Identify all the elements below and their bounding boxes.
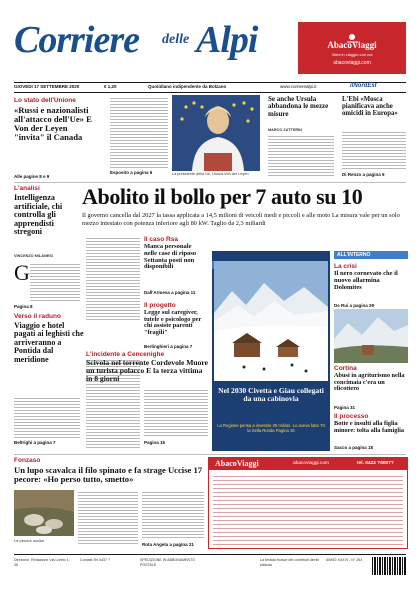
centre-feature-box[interactable] bbox=[212, 251, 330, 451]
bottom-headline[interactable]: Un lupo scavalca il filo spinato e fa strage Uccise 17 pecore: «Ho perso tutto, smetto» bbox=[14, 465, 203, 485]
col-mid-top-text bbox=[268, 134, 334, 176]
interno-item3-kicker: Il processo bbox=[334, 413, 369, 420]
interno-photo bbox=[334, 309, 408, 363]
footer-rule bbox=[14, 554, 406, 555]
interno-item2-page: Pagina 31 bbox=[334, 405, 356, 410]
left-top-kicker: Lo stato dell'Unione bbox=[14, 97, 76, 104]
caso-rsa-page: Dall'Armesa a pagina 11 bbox=[144, 290, 196, 295]
ad-brand: AbacoViaggi bbox=[327, 40, 377, 50]
masthead-rule-bottom bbox=[14, 92, 406, 93]
main-text-col-1 bbox=[86, 236, 140, 322]
bottom-ad-url: abacoviaggi.com bbox=[293, 461, 329, 466]
caso-rsa-kicker: Il caso Rsa bbox=[144, 236, 178, 243]
incidente-text bbox=[144, 388, 208, 438]
incidente-kicker: L'incidente a Cencenighe bbox=[86, 351, 165, 358]
interno-label: ALL'INTERNO bbox=[334, 251, 408, 259]
col-right-top-page: Di Renzo a pagina 9 bbox=[342, 172, 385, 177]
left-mid-kicker: L'analisi bbox=[14, 185, 40, 192]
footer-col-3: SPEDIZIONE IN ABBONAMENTO POSTALE bbox=[140, 558, 196, 567]
bottom-text-col-2 bbox=[142, 490, 204, 540]
footer-col-2: Contatti Tel 0437 ? bbox=[80, 558, 110, 562]
centre-box-subhead: La Regione pensa a investire 25 milioni. Lo aveva fatto 70 la Sella Ronda Pagina 18 bbox=[217, 423, 325, 434]
interno-item3-page: Sacco a pagina 18 bbox=[334, 445, 374, 450]
progetto-kicker: Il progetto bbox=[144, 302, 176, 309]
interno-item1-page: De Rui a pagina 29 bbox=[334, 303, 375, 308]
column-text bbox=[110, 96, 168, 168]
group-logo: ilNordEst bbox=[350, 83, 377, 89]
col-mid-top-headline[interactable]: Se anche Ursula abbandona le mezze misure bbox=[268, 95, 329, 118]
masthead-title-main: Corriere bbox=[14, 19, 139, 61]
bottom-ad-list bbox=[213, 473, 403, 547]
interno-item1-kicker: La crisi bbox=[334, 263, 357, 270]
left-low-headline[interactable]: Viaggio e hotel pagati ai leghisti che arriveranno a Pontida dal meridione bbox=[14, 321, 84, 364]
centre-box-headline: Nel 2030 Civetta e Giau collegati da una cabinovia bbox=[218, 386, 324, 403]
left-top-headline[interactable]: «Russi e nazionalisti all'attacco dell'Ue» E Von der Leyen "invita" il Canada bbox=[14, 105, 92, 143]
ad-url: abacoviaggi.com bbox=[333, 60, 371, 66]
drop-cap: G bbox=[14, 260, 30, 285]
footer-col-1: Direzione, Redazione Via Loreto 1, 36 bbox=[14, 558, 70, 567]
edition-date: GIOVEDÌ 17 SETTEMBRE 2020 bbox=[14, 84, 80, 89]
main-headline[interactable]: Abolito il bollo per 7 auto su 10 bbox=[82, 184, 363, 209]
footer-col-5: ANNO XXXVI - N° 264 bbox=[326, 558, 363, 562]
incidente-page: Pagina 16 bbox=[144, 440, 166, 445]
masthead bbox=[14, 18, 258, 76]
progetto-page: Berlinghieri a pagina 7 bbox=[144, 344, 193, 349]
masthead-rule-top bbox=[14, 82, 406, 83]
bottom-ad-phone: tel. 0422 ?0007? bbox=[357, 461, 394, 466]
left-low-text bbox=[14, 396, 80, 438]
left-low-kicker: Verso il raduno bbox=[14, 313, 61, 320]
main-deck: Il governo cancella dal 2027 la tassa applicata a 14,5 milioni di veicoli medi e piccoli e alle moto La misura vale per un solo mezzo intestato con potenza inferiore agli 80 kW. Taglio da 2,3 miliardi bbox=[82, 212, 400, 228]
bottom-divider bbox=[14, 454, 406, 455]
section-divider bbox=[14, 182, 406, 183]
interno-item1-headline[interactable]: Il nero cornevato che il nuovo allarmina Dolomites bbox=[334, 270, 398, 291]
bottom-kicker: Fonzaso bbox=[14, 457, 41, 464]
left-mid-page: Pagina 8 bbox=[14, 304, 33, 309]
bottom-ad-brand: AbacoViaggi bbox=[215, 459, 259, 468]
edition-price: € 1,20 bbox=[104, 84, 117, 89]
left-top-page: Alle pagine 8 e 9 bbox=[14, 174, 50, 179]
barcode bbox=[372, 557, 406, 575]
col-right-top-text bbox=[342, 130, 406, 170]
left-mid-headline[interactable]: Intelligenza artificiale, chi controlla gli apprendisti stregoni bbox=[14, 193, 63, 237]
col-right-top-headline[interactable]: L'Ebi «Mosca pianificava anche omicidi in Europa» bbox=[342, 96, 398, 118]
abaco-logo-icon bbox=[346, 28, 358, 38]
caso-rsa-headline[interactable]: Manca personale nelle case di riposo Settanta posti non disponibili bbox=[144, 243, 197, 271]
top-advertisement[interactable] bbox=[298, 22, 406, 74]
left-mid-text bbox=[30, 262, 80, 302]
sheep-photo bbox=[14, 490, 74, 536]
von-der-leyen-photo bbox=[172, 95, 260, 171]
edition-tagline: Quotidiano indipendente da Bolzano bbox=[148, 84, 227, 89]
bottom-text-col-1 bbox=[78, 490, 138, 544]
masthead-title-end: Alpi bbox=[196, 19, 258, 61]
bottom-page: Rota Angela a pagina 21 bbox=[142, 542, 194, 547]
col-mid-top-author: MARCO ZATTERIN bbox=[268, 128, 302, 132]
interno-panel bbox=[334, 251, 408, 451]
photo-top-page: Esposito a pagina 6 bbox=[110, 170, 153, 175]
ski-resort-photo bbox=[214, 261, 328, 381]
incidente-headline[interactable]: Scivola nel torrente Cordevole Muore un turista polacco E la terza vittima in 8 giorni bbox=[86, 358, 209, 383]
bottom-advertisement[interactable] bbox=[208, 457, 408, 549]
left-low-page: Beltrighi a pagina 7 bbox=[14, 440, 56, 445]
progetto-headline[interactable]: Legge sul caregiver, tutele e psicologo per chi assiste parenti "fragili" bbox=[144, 309, 202, 337]
interno-item3-headline[interactable]: Botte e insulti alla figlia minore: tolta alla famiglia bbox=[334, 420, 405, 434]
left-mid-author: VINCENZO MILANESI bbox=[14, 254, 53, 258]
bottom-caption: Le pecore uccise bbox=[14, 538, 45, 543]
interno-item2-kicker: Cortina bbox=[334, 365, 357, 372]
interno-item2-headline[interactable]: Abusi in agriturismo nella concimaia c'era un elicottero bbox=[334, 372, 405, 393]
masthead-title-small: delle bbox=[162, 32, 190, 47]
photo-top-caption: La presidente della Ue, Ursula Von der Leyen bbox=[172, 172, 249, 176]
ad-slogan: Vieni in viaggio con noi bbox=[331, 52, 373, 57]
footer-col-4: La testata fruisce dei contributi diretti editoria bbox=[260, 558, 319, 567]
edition-site: www.corrierealpi.it bbox=[280, 84, 317, 89]
